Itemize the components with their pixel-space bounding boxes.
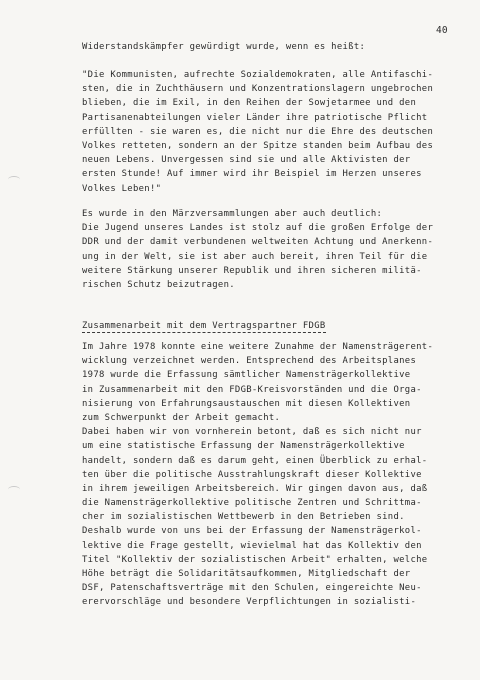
text-line: in ihrem jeweiligen Arbeitsbereich. Wir gingen davon aus, daß <box>82 483 428 494</box>
text-line: erfüllten - sie waren es, die nicht nur die Ehre des deutschen <box>82 126 434 137</box>
text-line: nisierung von Erfahrungsaustauschen mit diesen Kollektiven <box>82 398 411 409</box>
text-line: zum Schwerpunkt der Arbeit gemacht. <box>82 412 281 423</box>
punch-hole-mark <box>8 176 20 183</box>
text-line: um eine statistische Erfassung der Namensträgerkollektive <box>82 441 405 452</box>
text-line: Im Jahre 1978 konnte eine weitere Zunahme der Namensträgerent- <box>82 342 434 352</box>
text-line: weitere Stärkung unserer Republik und ihren sicheren militä- <box>82 265 422 276</box>
text-line: 1978 wurde die Erfassung sämtlicher Namensträgerkollektive <box>82 370 411 381</box>
text-line: handelt, sondern daß es darum geht, einen Überblick zu erhal- <box>82 455 428 466</box>
text-line: "Die Kommunisten, aufrechte Sozialdemokraten, alle Antifaschi- <box>82 70 434 80</box>
text-line: Volkes retteten, sondern an der Spitze standen beim Aufbau des <box>82 140 434 151</box>
text-line: DDR und der damit verbundenen weltweiten Achtung und Anerkenn- <box>82 237 434 248</box>
text-line: Es wurde in den Märzversammlungen aber auch deutlich: <box>82 209 383 219</box>
text-line: lektive die Frage gestellt, wievielmal hat das Kollektiv den <box>82 540 422 551</box>
intro-paragraph <box>82 40 365 54</box>
text-line: Titel "Kollektiv der sozialistischen Arbeit" erhalten, welche <box>82 554 428 565</box>
text-line: Deshalb wurde von uns bei der Erfassung der Namensträgerkol- <box>82 526 422 537</box>
punch-hole-mark <box>8 486 20 493</box>
text-line: die Namensträgerkollektive politische Zentren und Schrittma- <box>82 498 422 509</box>
paragraph-fdgb <box>82 340 433 610</box>
text-line: blieben, die im Exil, in den Reihen der Sowjetarmee und den <box>82 98 417 109</box>
text-line: Die Jugend unseres Landes ist stolz auf die großen Erfolge der <box>82 223 434 234</box>
text-line: Dabei haben wir von vornherein betont, daß es sich nicht nur <box>82 427 422 438</box>
text-line: wicklung verzeichnet werden. Entsprechend des Arbeitsplanes <box>82 356 417 367</box>
text-line: Höhe beträgt die Solidaritätsaufkommen, Mitgliedschaft der <box>82 569 411 579</box>
text-line: in Zusammenarbeit mit den FDGB-Kreisvorständen und die Orga- <box>82 384 422 395</box>
quote-paragraph <box>82 68 433 196</box>
text-line: cher im sozialistischen Wettbewerb in den Betrieben sind. <box>82 512 405 523</box>
paragraph-maerzversammlungen <box>82 207 433 292</box>
text-line: ten über die politische Ausstrahlungskraft dieser Kollektive <box>82 469 422 480</box>
text-line: Volkes Leben!" <box>82 183 162 194</box>
text-line: sten, die in Zuchthäusern und Konzentrationslagern ungebrochen <box>82 84 434 95</box>
text-line: erervorschläge und besondere Verpflichtungen in sozialisti- <box>82 597 417 608</box>
text-line: rischen Schutz beizutragen. <box>82 279 235 290</box>
text-line: ersten Stunde! Auf immer wird ihr Beispiel im Herzen unseres <box>82 169 422 180</box>
text-line: Widerstandskämpfer gewürdigt wurde, wenn es heißt: <box>82 42 366 52</box>
text-line: neuen Lebens. Unvergessen sind sie und alle Aktivisten der <box>82 155 411 166</box>
page-number: 40 <box>436 25 448 36</box>
text-line: ung in der Welt, sie ist aber auch bereit, ihren Teil für die <box>82 251 428 262</box>
text-line: Partisanenabteilungen vieler Länder ihre patriotische Pflicht <box>82 112 428 123</box>
section-heading-wrap <box>82 313 326 333</box>
text-line: DSF, Patenschaftsverträge mit den Schulen, eingereichte Neu- <box>82 583 422 594</box>
section-heading: Zusammenarbeit mit dem Vertragspartner FDGB <box>82 321 326 331</box>
